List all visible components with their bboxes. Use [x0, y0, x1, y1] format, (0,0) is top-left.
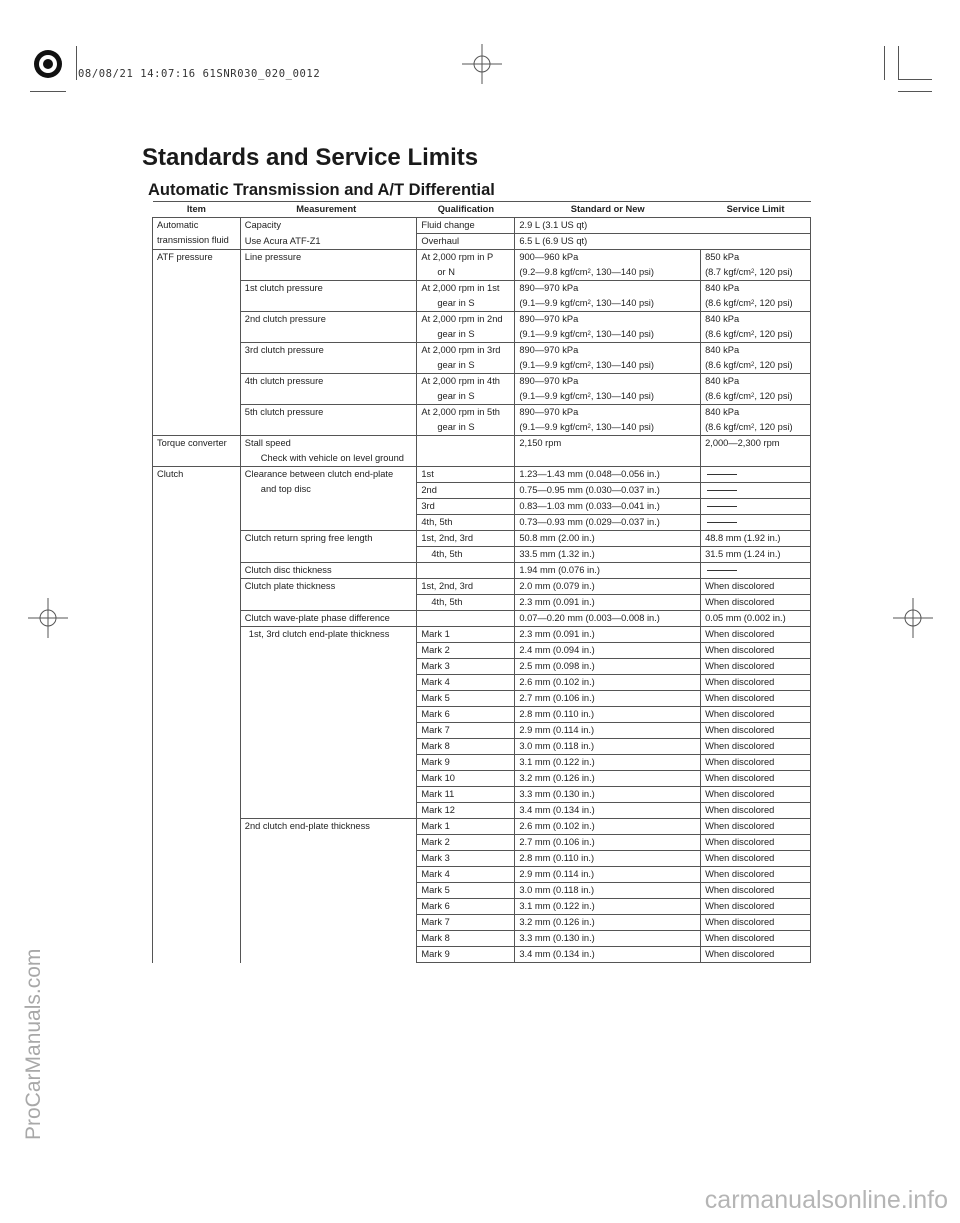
limit-cell: When discolored [701, 899, 811, 915]
limit-cell: When discolored [701, 947, 811, 963]
qualification-cell: Mark 4 [417, 867, 515, 883]
standard-cell: 1.23—1.43 mm (0.048—0.056 in.) [515, 467, 701, 483]
limit-cell: When discolored [701, 803, 811, 819]
limit-cell [701, 405, 811, 436]
standard-line: (9.1—9.9 kgf/cm [519, 422, 588, 432]
no-limit-dash [707, 490, 737, 491]
limit-cell [701, 374, 811, 405]
superscript: 2 [587, 362, 591, 368]
table-row [153, 436, 811, 467]
limit-cell: When discolored [701, 835, 811, 851]
standard-cell [515, 250, 701, 281]
measurement-cell: Use Acura ATF-Z1 [240, 234, 417, 250]
qualification-cell: Mark 9 [417, 755, 515, 771]
standard-cell: 2.6 mm (0.102 in.) [515, 819, 701, 835]
limit-line: (8.6 kgf/cm [705, 360, 752, 370]
section-title: Automatic Transmission and A/T Differential [148, 181, 495, 199]
standard-cell: 3.0 mm (0.118 in.) [515, 739, 701, 755]
measurement-cell: 1st clutch pressure [240, 281, 417, 312]
no-limit-dash [707, 570, 737, 571]
standard-cell: 2,150 rpm [515, 436, 701, 467]
standard-cell: 0.73—0.93 mm (0.029—0.037 in.) [515, 515, 701, 531]
qualification-cell: Mark 5 [417, 691, 515, 707]
measurement-line: Check with vehicle on level ground [260, 453, 404, 463]
measurement-cell: Line pressure [240, 250, 417, 281]
qualification-line: gear in S [437, 391, 475, 401]
limit-cell [701, 467, 811, 483]
qualification-line: gear in S [437, 360, 475, 370]
qualification-line: At 2,000 rpm in 3rd [421, 345, 501, 355]
standard-line: (9.2—9.8 kgf/cm [519, 267, 588, 277]
limit-line: (8.6 kgf/cm [705, 422, 752, 432]
limit-line: 840 kPa [705, 345, 740, 355]
table-row [153, 627, 811, 643]
standard-cell: 3.4 mm (0.134 in.) [515, 947, 701, 963]
standard-cell: 0.75—0.95 mm (0.030—0.037 in.) [515, 483, 701, 499]
limit-cell: 31.5 mm (1.24 in.) [701, 547, 811, 563]
registration-target-icon [28, 44, 68, 84]
item-cell: ATF pressure [153, 250, 241, 436]
table-row [153, 234, 811, 250]
limit-cell: When discolored [701, 771, 811, 787]
qualification-cell: Mark 10 [417, 771, 515, 787]
qualification-line: At 2,000 rpm in P [421, 252, 494, 262]
superscript: 2 [751, 300, 755, 306]
standard-cell: 3.2 mm (0.126 in.) [515, 771, 701, 787]
qualification-line: gear in S [437, 422, 475, 432]
table-row [153, 343, 811, 374]
limit-line: 840 kPa [705, 314, 740, 324]
standard-line: 900—960 kPa [519, 252, 579, 262]
measurement-cell: Capacity [240, 218, 417, 234]
measurement-cell: Clutch plate thickness [240, 579, 417, 611]
superscript: 2 [587, 300, 591, 306]
measurement-line: Stall speed [244, 438, 291, 448]
standard-cell: 2.5 mm (0.098 in.) [515, 659, 701, 675]
crop-mark [76, 46, 77, 80]
qualification-cell: Mark 2 [417, 835, 515, 851]
header-qualification: Qualification [417, 202, 515, 218]
standard-cell: 3.2 mm (0.126 in.) [515, 915, 701, 931]
page-title: Standards and Service Limits [142, 144, 479, 171]
limit-cell: 0.05 mm (0.002 in.) [701, 611, 811, 627]
crop-mark [30, 91, 66, 92]
standard-cell: 3.4 mm (0.134 in.) [515, 803, 701, 819]
qualification-cell: Mark 3 [417, 659, 515, 675]
qualification-cell [417, 343, 515, 374]
standard-cell: 3.1 mm (0.122 in.) [515, 755, 701, 771]
qualification-cell: 1st, 2nd, 3rd [417, 579, 515, 595]
superscript: 2 [587, 424, 591, 430]
limit-cell: When discolored [701, 595, 811, 611]
table-row [153, 250, 811, 281]
qualification-cell [417, 547, 515, 563]
standard-cell: 2.8 mm (0.110 in.) [515, 851, 701, 867]
qualification-line: 4th, 5th [431, 549, 463, 559]
limit-line: 850 kPa [705, 252, 740, 262]
limit-cell [701, 563, 811, 579]
standard-line: , 130—140 psi) [590, 298, 654, 308]
qualification-cell: 3rd [417, 499, 515, 515]
qualification-line: gear in S [437, 298, 475, 308]
standard-cell: 2.3 mm (0.091 in.) [515, 627, 701, 643]
qualification-cell [417, 611, 515, 627]
limit-cell [701, 515, 811, 531]
limit-cell: When discolored [701, 931, 811, 947]
qualification-line: or N [437, 267, 455, 277]
measurement-cell [240, 627, 417, 819]
header-item: Item [153, 202, 241, 218]
superscript: 2 [751, 331, 755, 337]
standard-cell: 2.9 mm (0.114 in.) [515, 867, 701, 883]
footer-site: carmanualsonline.info [704, 1186, 948, 1214]
qualification-cell: Mark 12 [417, 803, 515, 819]
standard-line: , 130—140 psi) [590, 360, 654, 370]
standard-cell: 2.7 mm (0.106 in.) [515, 691, 701, 707]
crop-mark [898, 46, 899, 80]
limit-cell [701, 250, 811, 281]
table-row [153, 563, 811, 579]
standard-cell: 3.1 mm (0.122 in.) [515, 899, 701, 915]
qualification-cell: Mark 7 [417, 915, 515, 931]
qualification-line: gear in S [437, 329, 475, 339]
item-cell: Automatic transmission fluid [153, 218, 241, 250]
table-row [153, 579, 811, 595]
header-measurement: Measurement [240, 202, 417, 218]
item-cell: Torque converter [153, 436, 241, 467]
standard-line: 890—970 kPa [519, 376, 579, 386]
qualification-cell [417, 250, 515, 281]
limit-cell [701, 234, 811, 250]
table-row [153, 405, 811, 436]
qualification-cell [417, 595, 515, 611]
standard-cell: 3.0 mm (0.118 in.) [515, 883, 701, 899]
limit-line: , 120 psi) [754, 360, 793, 370]
limit-cell: When discolored [701, 675, 811, 691]
measurement-cell: 5th clutch pressure [240, 405, 417, 436]
limit-cell: When discolored [701, 659, 811, 675]
standard-line: , 130—140 psi) [590, 329, 654, 339]
qualification-cell: Mark 3 [417, 851, 515, 867]
table-row [153, 611, 811, 627]
limit-line: , 120 psi) [754, 422, 793, 432]
table-row [153, 281, 811, 312]
qualification-cell: Fluid change [417, 218, 515, 234]
qualification-cell: Mark 1 [417, 627, 515, 643]
limit-line: 840 kPa [705, 283, 740, 293]
limit-cell [701, 483, 811, 499]
limit-cell: When discolored [701, 883, 811, 899]
measurement-cell: Clutch disc thickness [240, 563, 417, 579]
standard-line: , 130—140 psi) [590, 391, 654, 401]
standard-cell: 0.83—1.03 mm (0.033—0.041 in.) [515, 499, 701, 515]
table-row [153, 467, 811, 483]
limit-line: (8.7 kgf/cm [705, 267, 752, 277]
measurement-line: Clearance between clutch end-plate [244, 469, 394, 479]
crop-mark [884, 46, 885, 80]
standard-cell: 2.3 mm (0.091 in.) [515, 595, 701, 611]
measurement-cell [240, 436, 417, 467]
standard-cell: 6.5 L (6.9 US qt) [515, 234, 701, 250]
limit-cell [701, 218, 811, 234]
superscript: 2 [587, 331, 591, 337]
standard-line: (9.1—9.9 kgf/cm [519, 391, 588, 401]
limit-cell: When discolored [701, 787, 811, 803]
limit-cell: When discolored [701, 851, 811, 867]
standard-line: 890—970 kPa [519, 407, 579, 417]
standard-cell: 2.0 mm (0.079 in.) [515, 579, 701, 595]
qualification-cell [417, 312, 515, 343]
measurement-cell: Clutch wave-plate phase difference [240, 611, 417, 627]
table-row [153, 819, 811, 835]
limit-cell: 2,000—2,300 rpm [701, 436, 811, 467]
limit-cell [701, 343, 811, 374]
qualification-cell: Mark 1 [417, 819, 515, 835]
standard-line: 890—970 kPa [519, 345, 579, 355]
watermark: ProCarManuals.com [22, 948, 45, 1140]
qualification-cell [417, 563, 515, 579]
header-limit: Service Limit [701, 202, 811, 218]
qualification-cell: 2nd [417, 483, 515, 499]
limit-cell: When discolored [701, 819, 811, 835]
standard-cell: 0.07—0.20 mm (0.003—0.008 in.) [515, 611, 701, 627]
standard-cell: 1.94 mm (0.076 in.) [515, 563, 701, 579]
limit-cell: When discolored [701, 723, 811, 739]
standard-cell: 3.3 mm (0.130 in.) [515, 931, 701, 947]
superscript: 2 [751, 424, 755, 430]
superscript: 2 [587, 269, 591, 275]
limit-cell [701, 499, 811, 515]
measurement-cell [240, 467, 417, 531]
measurement-cell: 2nd clutch end-plate thickness [240, 819, 417, 963]
limit-cell: When discolored [701, 739, 811, 755]
table-row [153, 218, 811, 234]
standard-cell [515, 343, 701, 374]
limit-line: (8.6 kgf/cm [705, 391, 752, 401]
standard-line: 890—970 kPa [519, 314, 579, 324]
no-limit-dash [707, 522, 737, 523]
limit-cell [701, 312, 811, 343]
limit-line: 840 kPa [705, 376, 740, 386]
qualification-cell: Overhaul [417, 234, 515, 250]
standard-cell: 2.6 mm (0.102 in.) [515, 675, 701, 691]
standard-cell [515, 281, 701, 312]
qualification-cell: Mark 9 [417, 947, 515, 963]
crosshair-top-icon [462, 44, 502, 84]
qualification-cell: Mark 6 [417, 899, 515, 915]
qualification-line: 4th, 5th [431, 597, 463, 607]
standard-cell: 2.9 mm (0.114 in.) [515, 723, 701, 739]
limit-cell [701, 281, 811, 312]
standard-cell: 50.8 mm (2.00 in.) [515, 531, 701, 547]
limit-cell: When discolored [701, 643, 811, 659]
measurement-cell: Clutch return spring free length [240, 531, 417, 563]
standard-cell: 3.3 mm (0.130 in.) [515, 787, 701, 803]
limit-cell: When discolored [701, 691, 811, 707]
limit-cell: When discolored [701, 627, 811, 643]
qualification-cell: Mark 11 [417, 787, 515, 803]
table-row [153, 531, 811, 547]
qualification-cell: 1st [417, 467, 515, 483]
qualification-line: At 2,000 rpm in 5th [421, 407, 500, 417]
limit-cell: When discolored [701, 579, 811, 595]
crop-mark [898, 79, 932, 80]
qualification-line: At 2,000 rpm in 1st [421, 283, 500, 293]
standard-line: , 130—140 psi) [590, 267, 654, 277]
no-limit-dash [707, 474, 737, 475]
standard-cell: 2.8 mm (0.110 in.) [515, 707, 701, 723]
standard-cell: 2.4 mm (0.094 in.) [515, 643, 701, 659]
limit-line: , 120 psi) [754, 267, 793, 277]
crop-mark [898, 91, 932, 92]
superscript: 2 [587, 393, 591, 399]
qualification-cell: Mark 8 [417, 739, 515, 755]
qualification-cell: Mark 4 [417, 675, 515, 691]
limit-line: , 120 psi) [754, 329, 793, 339]
table-row [153, 374, 811, 405]
qualification-cell [417, 281, 515, 312]
standard-cell [515, 374, 701, 405]
spec-table [152, 201, 811, 963]
standard-cell [515, 312, 701, 343]
no-limit-dash [707, 506, 737, 507]
limit-cell: When discolored [701, 707, 811, 723]
measurement-line: 1st, 3rd clutch end-plate thickness [248, 629, 390, 639]
qualification-cell [417, 374, 515, 405]
standard-cell: 33.5 mm (1.32 in.) [515, 547, 701, 563]
qualification-cell: Mark 8 [417, 931, 515, 947]
standard-line: (9.1—9.9 kgf/cm [519, 329, 588, 339]
limit-cell: When discolored [701, 755, 811, 771]
crosshair-left-icon [28, 598, 68, 638]
measurement-line: and top disc [260, 484, 311, 494]
limit-cell: When discolored [701, 915, 811, 931]
superscript: 2 [751, 393, 755, 399]
table-row [153, 312, 811, 343]
limit-line: , 120 psi) [754, 298, 793, 308]
measurement-cell: 3rd clutch pressure [240, 343, 417, 374]
standard-line: (9.1—9.9 kgf/cm [519, 298, 588, 308]
print-stamp: 08/08/21 14:07:16 61SNR030_020_0012 [78, 68, 321, 80]
qualification-line: At 2,000 rpm in 4th [421, 376, 500, 386]
superscript: 2 [751, 269, 755, 275]
item-cell: Clutch [153, 467, 241, 963]
qualification-cell: Mark 7 [417, 723, 515, 739]
limit-cell: When discolored [701, 867, 811, 883]
qualification-line: At 2,000 rpm in 2nd [421, 314, 503, 324]
qualification-cell [417, 405, 515, 436]
standard-line: 890—970 kPa [519, 283, 579, 293]
standard-line: (9.1—9.9 kgf/cm [519, 360, 588, 370]
limit-cell: 48.8 mm (1.92 in.) [701, 531, 811, 547]
limit-line: (8.6 kgf/cm [705, 298, 752, 308]
standard-cell: 2.7 mm (0.106 in.) [515, 835, 701, 851]
table-header-row [153, 202, 811, 218]
qualification-cell: Mark 6 [417, 707, 515, 723]
qualification-cell: Mark 5 [417, 883, 515, 899]
superscript: 2 [751, 362, 755, 368]
header-standard: Standard or New [515, 202, 701, 218]
limit-line: , 120 psi) [754, 391, 793, 401]
qualification-cell [417, 436, 515, 467]
limit-line: 840 kPa [705, 407, 740, 417]
crosshair-right-icon [893, 598, 933, 638]
qualification-cell: 4th, 5th [417, 515, 515, 531]
measurement-cell: 2nd clutch pressure [240, 312, 417, 343]
qualification-cell: 1st, 2nd, 3rd [417, 531, 515, 547]
qualification-cell: Mark 2 [417, 643, 515, 659]
standard-cell: 2.9 L (3.1 US qt) [515, 218, 701, 234]
measurement-cell: 4th clutch pressure [240, 374, 417, 405]
standard-cell [515, 405, 701, 436]
standard-line: , 130—140 psi) [590, 422, 654, 432]
limit-line: (8.6 kgf/cm [705, 329, 752, 339]
